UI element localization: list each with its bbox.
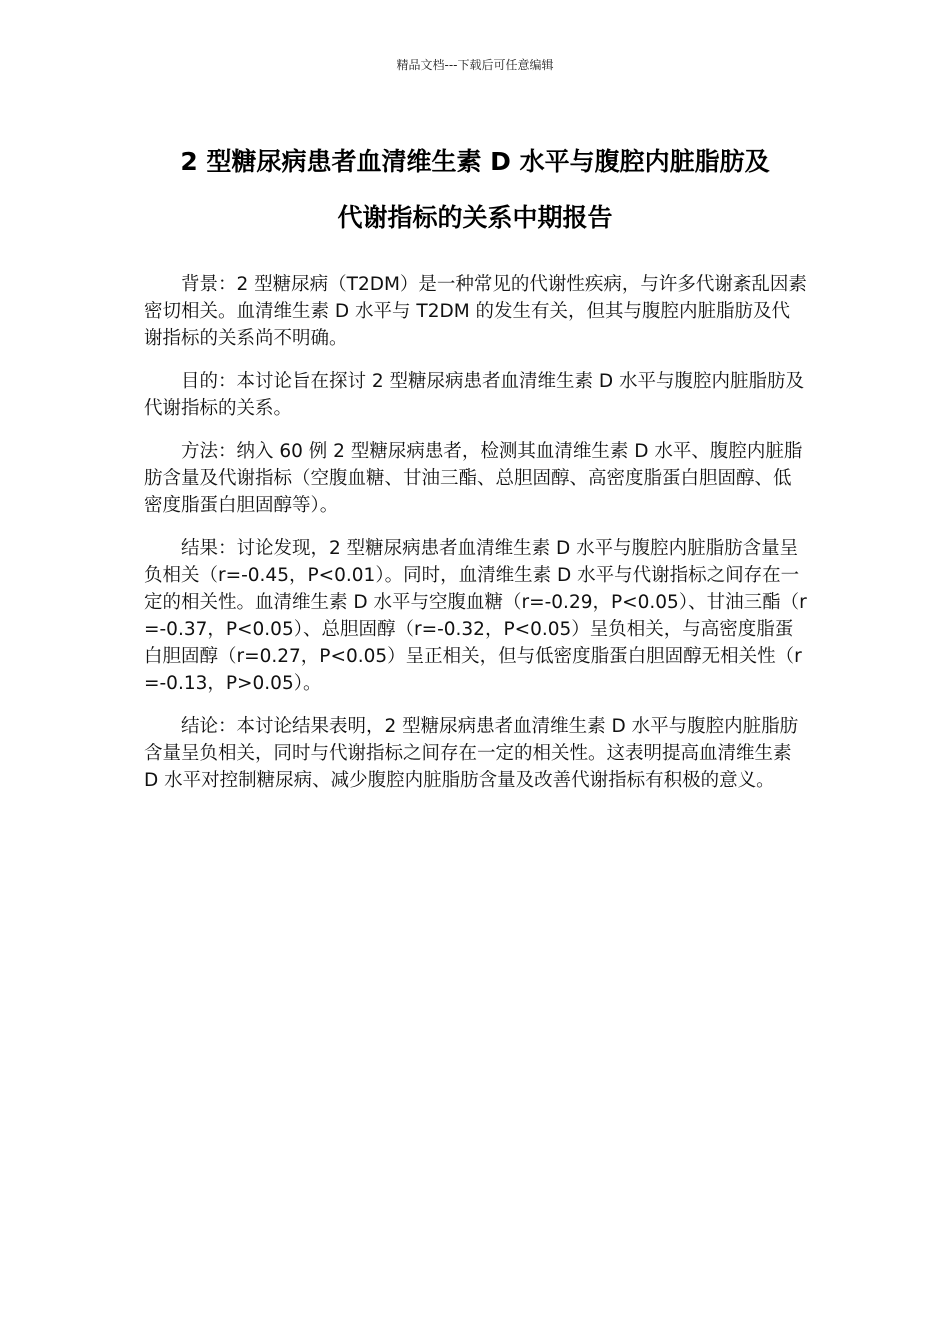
paragraph-objective: 目的：本讨论旨在探讨 2 型糖尿病患者血清维生素 D 水平与腹腔内脏脂肪及代谢指标的关系。 [144, 371, 805, 419]
paragraph-conclusion: 结论：本讨论结果表明，2 型糖尿病患者血清维生素 D 水平与腹腔内脏脂肪含量呈负相关，同时与代谢指标之间存在一定的相关性。这表明提高血清维生素 D 水平对控制糖尿病、减少腹腔内脏脂肪含量及改善代谢指标有积极的意义。 [144, 716, 799, 791]
document-title-line-2: 代谢指标的关系中期报告 [337, 203, 613, 232]
paragraph-background: 背景：2 型糖尿病（T2DM）是一种常见的代谢性疾病，与许多代谢紊乱因素密切相关。血清维生素 D 水平与 T2DM 的发生有关，但其与腹腔内脏脂肪及代谢指标的关系尚不明确。 [144, 274, 807, 349]
document-body [144, 271, 808, 810]
page-header-note: 精品文档---下载后可任意编辑 [396, 58, 554, 72]
document-title-line-1: 2 型糖尿病患者血清维生素 D 水平与腹腔内脏脂肪及 [180, 147, 770, 176]
paragraph-results: 结果：讨论发现，2 型糖尿病患者血清维生素 D 水平与腹腔内脏脂肪含量呈负相关（r=-0.45，P<0.01）。同时，血清维生素 D 水平与代谢指标之间存在一定的相关性。血清维生素 D 水平与空腹血糖（r=-0.29，P<0.05）、甘油三酯（r=-0.37，P<0.05）、总胆固醇（r=-0.32，P<0.05）呈负相关，与高密度脂蛋白胆固醇（r=0.27，P<0.05）呈正相关，但与低密度脂蛋白胆固醇无相关性（r=-0.13，P>0.05）。 [144, 538, 807, 694]
document-title [120, 134, 830, 246]
paragraph-methods: 方法：纳入 60 例 2 型糖尿病患者，检测其血清维生素 D 水平、腹腔内脏脂肪含量及代谢指标（空腹血糖、甘油三酯、总胆固醇、高密度脂蛋白胆固醇、低密度脂蛋白胆固醇等）。 [144, 441, 803, 516]
